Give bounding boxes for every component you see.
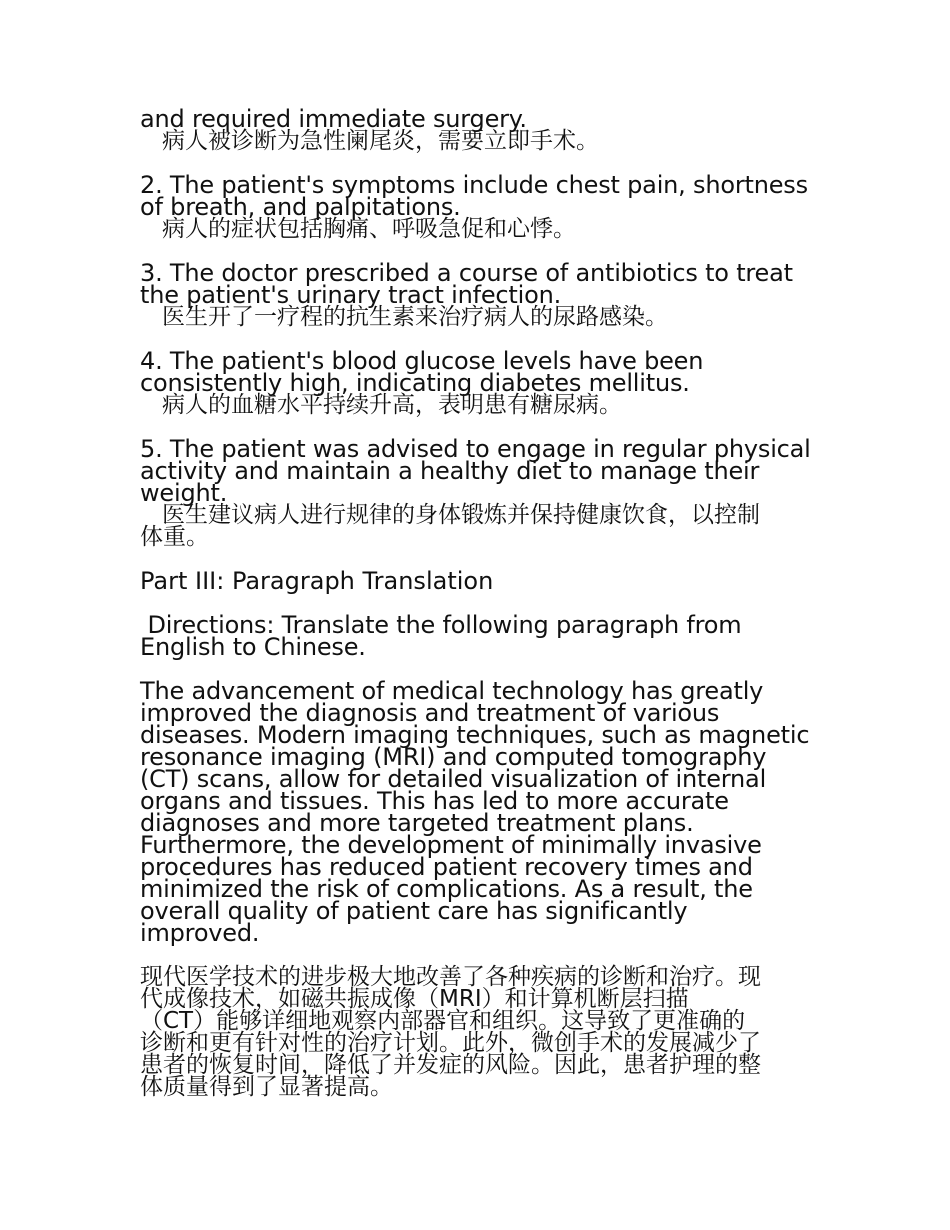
item-5-english-line: 5. The patient was advised to engage in regular physical [140,435,811,463]
paragraph-chinese [140,966,812,1098]
item-5-chinese-line: 体重。 [140,524,209,550]
directions [140,611,812,661]
exercise-item-4 [140,347,812,418]
directions-line: Directions: Translate the following paragraph from [140,611,742,639]
paragraph-english-line: diagnoses and more targeted treatment plans. [140,809,694,837]
paragraph-english-line: improved the diagnosis and treatment of various [140,699,720,727]
paragraph-english-line: The advancement of medical technology has greatly [140,677,764,705]
item-3-chinese-line: 医生开了一疗程的抗生素来治疗病人的尿路感染。 [162,304,668,330]
paragraph-english [140,677,812,947]
paragraph-english-line: Furthermore, the development of minimally invasive [140,831,762,859]
paragraph-english-line: resonance imaging (MRI) and computed tomography [140,743,767,771]
item-5-english-line: weight. [140,479,228,507]
paragraph-english-line: improved. [140,919,260,947]
item-1-english-line: and required immediate surgery. [140,105,527,133]
paragraph-english-line: minimized the risk of complications. As a result, the [140,875,753,903]
paragraph-english-line: overall quality of patient care has significantly [140,897,688,925]
item-2-chinese-line: 病人的症状包括胸痛、呼吸急促和心悸。 [162,216,576,242]
paragraph-english-line: procedures has reduced patient recovery times and [140,853,753,881]
item-4-english-line: consistently high, indicating diabetes mellitus. [140,369,690,397]
exercise-item-3 [140,259,812,330]
item-2-english-line: of breath, and palpitations. [140,193,461,221]
item-5-english-line: activity and maintain a healthy diet to manage their [140,457,760,485]
exercise-item-2 [140,171,812,242]
paragraph-chinese-line: 体质量得到了显著提高。 [140,1074,393,1100]
paragraph-chinese-line: （CT）能够详细地观察内部器官和组织。这导致了更准确的 [140,1008,746,1034]
item-1-chinese-line: 病人被诊断为急性阑尾炎，需要立即手术。 [162,128,599,154]
paragraph-english-line: (CT) scans, allow for detailed visualization of internal [140,765,767,793]
paragraph-english-line: diseases. Modern imaging techniques, such as magnetic [140,721,810,749]
item-4-english-line: 4. The patient's blood glucose levels have been [140,347,704,375]
paragraph-chinese-line: 诊断和更有针对性的治疗计划。此外，微创手术的发展减少了 [140,1030,761,1056]
item-2-english-line: 2. The patient's symptoms include chest pain, shortness [140,171,808,199]
part-3-heading: Part III: Paragraph Translation [140,567,494,595]
item-5-chinese-line: 医生建议病人进行规律的身体锻炼并保持健康饮食，以控制 [162,502,760,528]
exercise-item-1 [140,105,812,154]
paragraph-chinese-line: 代成像技术，如磁共振成像（MRI）和计算机断层扫描 [140,986,689,1012]
item-3-english-line: 3. The doctor prescribed a course of antibiotics to treat [140,259,793,287]
directions-line: English to Chinese. [140,633,366,661]
document-page [140,105,812,1100]
exercise-item-5 [140,435,812,550]
paragraph-chinese-line: 患者的恢复时间，降低了并发症的风险。因此，患者护理的整 [140,1052,761,1078]
item-3-english-line: the patient's urinary tract infection. [140,281,562,309]
paragraph-chinese-line: 现代医学技术的进步极大地改善了各种疾病的诊断和治疗。现 [140,964,761,990]
item-4-chinese-line: 病人的血糖水平持续升高，表明患有糖尿病。 [162,392,622,418]
paragraph-english-line: organs and tissues. This has led to more accurate [140,787,729,815]
